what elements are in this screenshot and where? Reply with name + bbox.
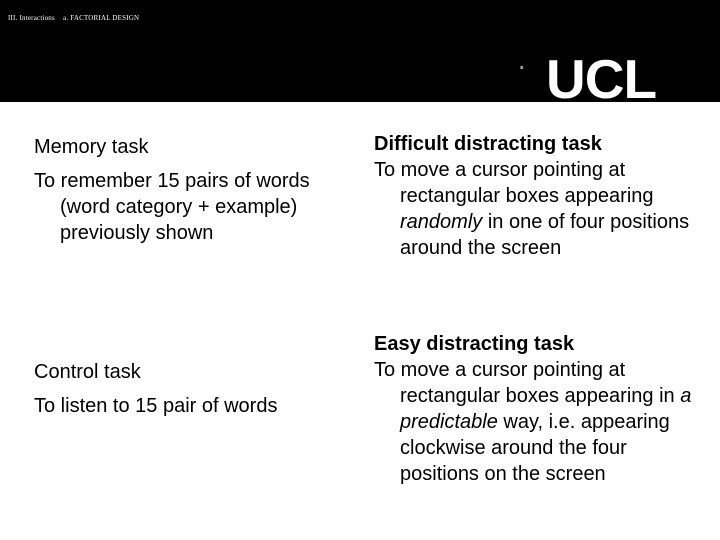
control-task-title: Control task	[34, 361, 141, 383]
memory-task-description: To remember 15 pairs of words (word category + example) previously shown	[34, 170, 310, 244]
breadcrumb-subsection: a. FACTORIAL DESIGN	[63, 14, 140, 22]
portico-icon	[520, 58, 544, 80]
easy-text-start: To move a cursor pointing at rectangular boxes appearing in	[374, 359, 681, 407]
ucl-logo: UCL	[546, 48, 657, 110]
memory-task-title: Memory task	[34, 136, 149, 158]
easy-task-description	[374, 357, 704, 487]
difficult-text-end: in one of four positions around the screen	[400, 211, 690, 259]
difficult-task-description	[374, 157, 704, 261]
breadcrumb-section: III. Interactions	[8, 14, 55, 22]
easy-text-end: way, i.e. appearing clockwise around the four positions on the screen	[400, 411, 670, 485]
difficult-text-start: To move a cursor pointing at rectangular boxes appearing	[374, 159, 654, 207]
control-task-description: To listen to 15 pair of words	[34, 395, 278, 417]
easy-task-title: Easy distracting task	[374, 333, 575, 355]
memory-task-block	[34, 134, 334, 246]
difficult-text-emphasis: randomly	[400, 211, 483, 233]
easy-task-block	[374, 331, 704, 487]
control-task-block	[34, 359, 344, 419]
difficult-task-block	[374, 131, 704, 261]
difficult-task-title: Difficult distracting task	[374, 133, 602, 155]
header-bar	[0, 0, 720, 110]
breadcrumb	[8, 12, 139, 23]
easy-text-emphasis: a predictable	[400, 385, 692, 433]
